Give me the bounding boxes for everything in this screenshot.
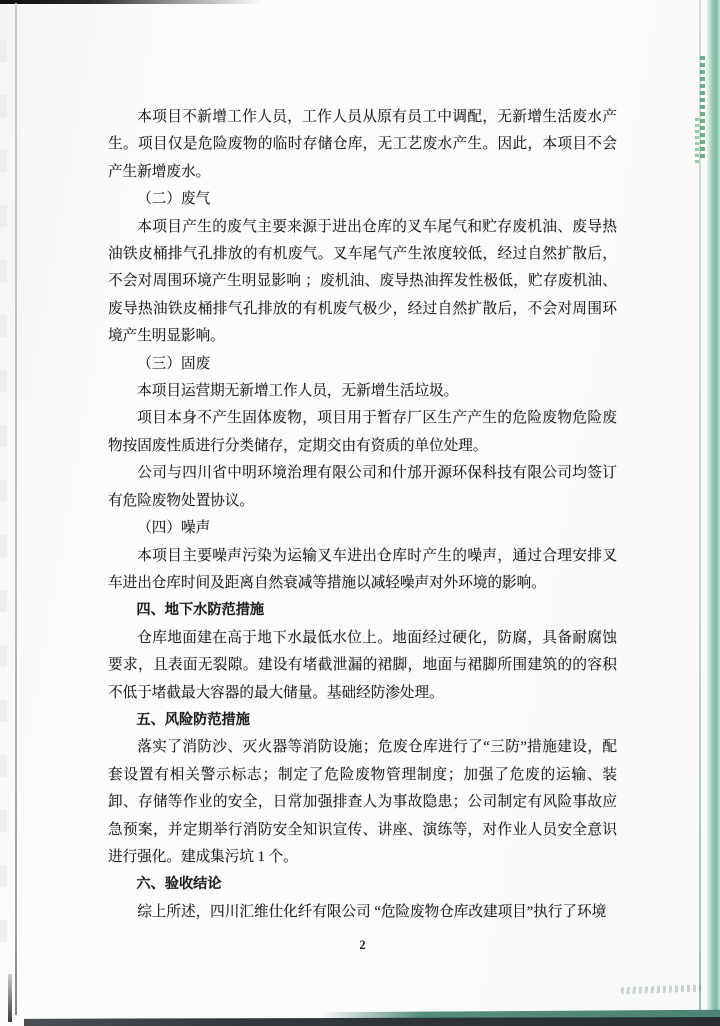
paragraph: 本项目运营期无新增工作人员，无新增生活垃圾。 xyxy=(137,383,459,400)
edge-stamp-text-secondary xyxy=(695,118,699,164)
subsection-heading: （二）废气 xyxy=(137,191,211,208)
page-fold-line xyxy=(15,3,17,1015)
paragraph: 本项目产生的废气主要来源于进出仓库的叉车尾气和贮存废机油、废导热油铁皮桶排气孔排放的有机废气。叉车尾气产生浓度较低，经过自然扩散后，不会对周围环境产生明显影响 ；废机油、废导热油挥发性极低，贮存废机油、废导热油铁皮桶排气孔排放的有机废气极少，经过自然扩散后，不会对周围环境产生明显影响。 xyxy=(108,218,617,345)
paragraph: 公司与四川省中明环境治理有限公司和什邡开源环保科技有限公司均签订有危险废物处置协议。 xyxy=(108,465,617,509)
faint-handwritten-note xyxy=(621,985,701,995)
scan-bottom-edge-shadow xyxy=(24,1017,720,1026)
left-edge-bleedthrough xyxy=(0,40,7,960)
paragraph: 本项目不新增工作人员，工作人员从原有员工中调配，无新增生活废水产生。项目仅是危险废物的临时存储仓库，无工艺废水产生。因此，本项目不会产生新增废水。 xyxy=(108,109,617,180)
subsection-heading: （三）固废 xyxy=(137,355,211,372)
edge-stamp-text xyxy=(700,56,705,158)
paragraph: 落实了消防沙、灭火器等消防设施；危废仓库进行了“三防”措施建设，配套设置有相关警示标志；制定了危险废物管理制度；加强了危废的运输、装卸、存储等作业的安全，日常加强排查人为事故隐患；公司制定有风险事故应急预案，并定期举行消防安全知识宣传、讲座、演练等，对作业人员安全意识进行强化。建成集污坑 1 个。 xyxy=(108,739,617,865)
green-cover-edge-strip xyxy=(707,0,720,1026)
paragraph: 本项目主要噪声污染为运输叉车进出仓库时产生的噪声，通过合理安排叉车进出仓库时间及距离自然衰减等措施以减轻噪声对外环境的影响。 xyxy=(108,547,617,591)
section-heading: 五、风险防范措施 xyxy=(136,711,250,728)
page-number: 2 xyxy=(359,938,366,952)
paragraph: 综上所述，四川汇维仕化纤有限公司 “危险废物仓库改建项目”执行了环境 xyxy=(137,903,607,920)
section-heading: 四、地下水防范措施 xyxy=(136,602,265,619)
bottom-left-edge-mark xyxy=(8,974,12,1022)
section-heading: 六、验收结论 xyxy=(136,876,222,893)
paragraph: 仓库地面建在高于地下水最低水位上。地面经过硬化，防腐，具备耐腐蚀要求，且表面无裂隙。建设有堵截泄漏的裙脚，地面与裙脚所围建筑的的容积不低于堵截最大容器的最大储量。基础经防渗处理。 xyxy=(108,629,617,701)
paragraph: 项目本身不产生固体废物，项目用于暂存厂区生产产生的危险废物危险废物按固废性质进行分类储存，定期交由有资质的单位处理。 xyxy=(108,410,617,454)
scan-top-edge-shadow xyxy=(0,0,262,4)
document-body xyxy=(108,104,617,926)
subsection-heading: （四）噪声 xyxy=(137,520,211,537)
